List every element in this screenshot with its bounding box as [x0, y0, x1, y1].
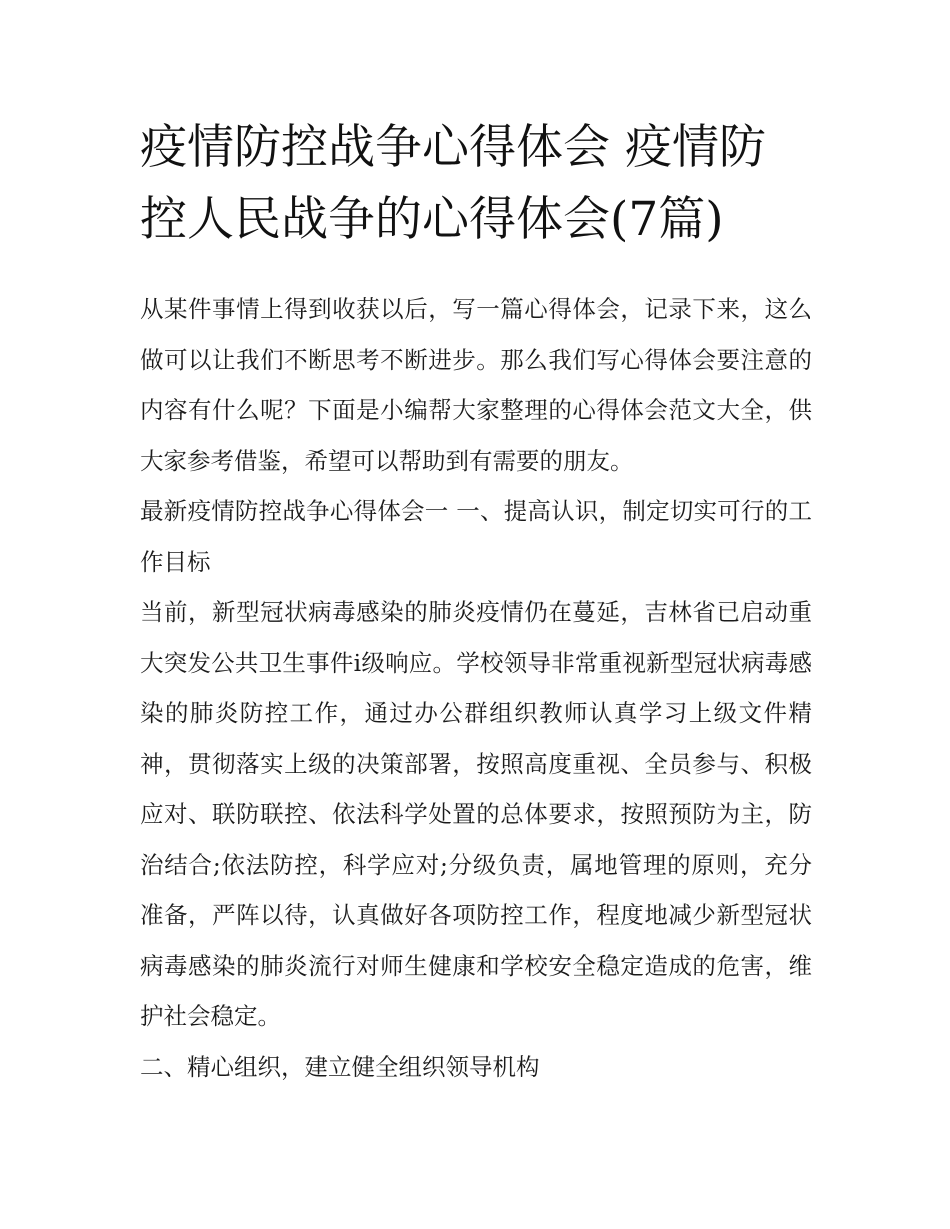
document-title: 疫情防控战争心得体会 疫情防控人民战争的心得体会(7篇) — [140, 120, 766, 247]
document-body — [140, 112, 812, 1092]
section-heading-2: 二、精心组织，建立健全组织领导机构 — [140, 1052, 540, 1081]
section-heading-1: 最新疫情防控战争心得体会一 一、提高认识，制定切实可行的工作目标 — [140, 497, 812, 576]
intro-paragraph: 从某件事情上得到收获以后，写一篇心得体会，记录下来，这么做可以让我们不断思考不断进步。那么我们写心得体会要注意的内容有什么呢？下面是小编帮大家整理的心得体会范文大全，供大家参考借鉴，希望可以帮助到有需要的朋友。 — [140, 295, 812, 475]
body-paragraph-1: 当前，新型冠状病毒感染的肺炎疫情仍在蔓延，吉林省已启动重大突发公共卫生事件i级响应。学校领导非常重视新型冠状病毒感染的肺炎防控工作，通过办公群组织教师认真学习上级文件精神，贯彻落实上级的决策部署，按照高度重视、全员参与、积极应对、联防联控、依法科学处置的总体要求，按照预防为主，防治结合;依法防控，科学应对;分级负责，属地管理的原则，充分准备，严阵以待，认真做好各项防控工作，程度地减少新型冠状病毒感染的肺炎流行对师生健康和学校安全稳定造成的危害，维护社会稳定。 — [140, 598, 812, 1030]
